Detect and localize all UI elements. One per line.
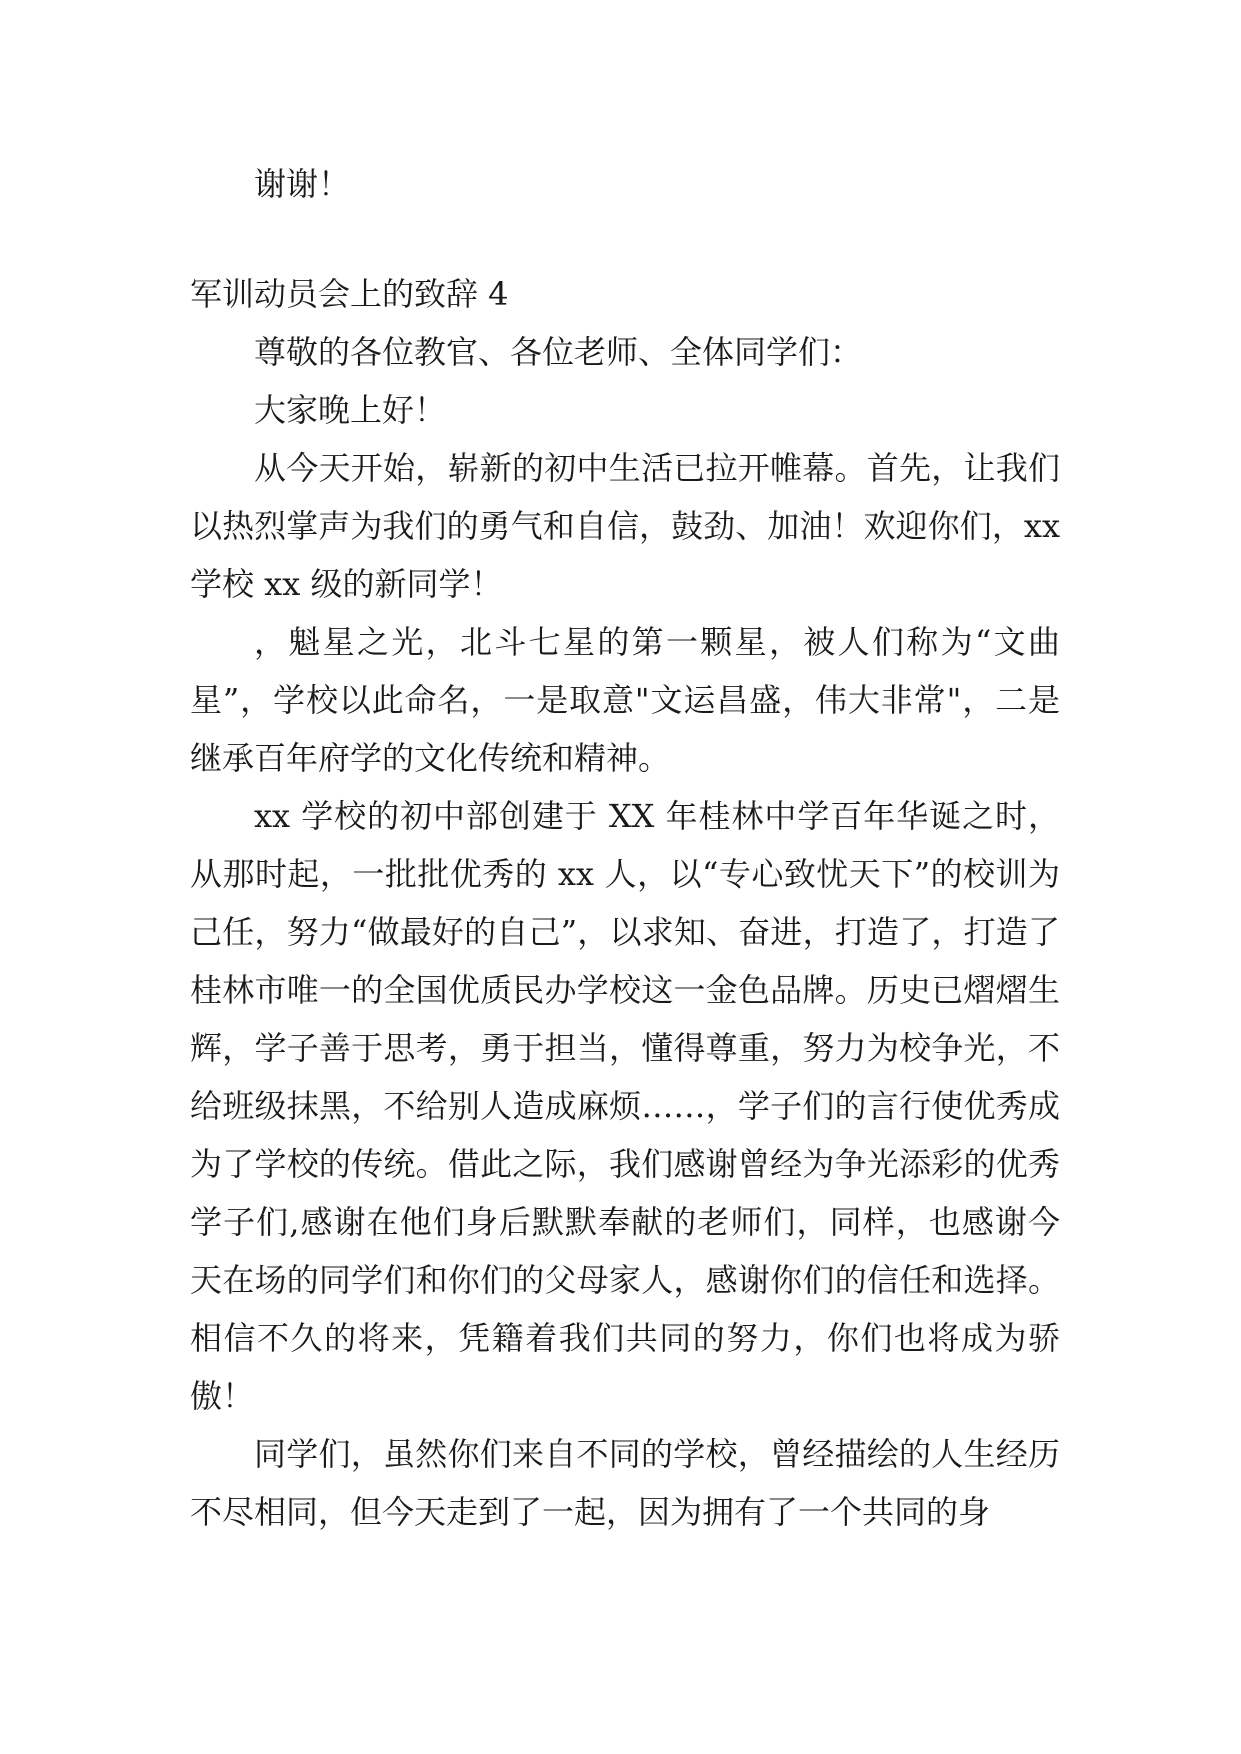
paragraph-school-history: xx 学校的初中部创建于 XX 年桂林中学百年华诞之时，从那时起，一批批优秀的 xx 人，以“专心致忧天下”的校训为己任，努力“做最好的自己”，以求知、奋进，打造了，打造了桂林市唯一的全国优质民办学校这一金色品牌。历史已熠熠生辉，学子善于思考，勇于担当，懂得尊重，努力为校争光，不给班级抹黑，不给别人造成麻烦……，学子们的言行使优秀成为了学校的传统。借此之际，我们感谢曾经为争光添彩的优秀学子们,感谢在他们身后默默奉献的老师们，同样，也感谢今天在场的同学们和你们的父母家人，感谢你们的信任和选择。相信不久的将来，凭籍着我们共同的努力，你们也将成为骄傲！ — [190, 797, 1060, 1415]
document-body — [190, 155, 1060, 1541]
paragraph-salutation: 尊敬的各位教官、各位老师、全体同学们： — [254, 333, 863, 371]
paragraph-students: 同学们，虽然你们来自不同的学校，曾经描绘的人生经历不尽相同，但今天走到了一起，因为拥有了一个共同的身 — [190, 1435, 1060, 1531]
closing-line: 谢谢！ — [254, 165, 351, 203]
paragraph-greeting: 大家晚上好！ — [254, 391, 447, 429]
paragraph-school-name: ，魁星之光，北斗七星的第一颗星，被人们称为“文曲星”，学校以此命名，一是取意"文运昌盛，伟大非常"，二是继承百年府学的文化传统和精神。 — [190, 623, 1060, 777]
section-title: 军训动员会上的致辞 4 — [190, 275, 509, 313]
paragraph-welcome: 从今天开始，崭新的初中生活已拉开帷幕。首先，让我们以热烈掌声为我们的勇气和自信，鼓劲、加油！欢迎你们，xx 学校 xx 级的新同学！ — [190, 449, 1060, 603]
